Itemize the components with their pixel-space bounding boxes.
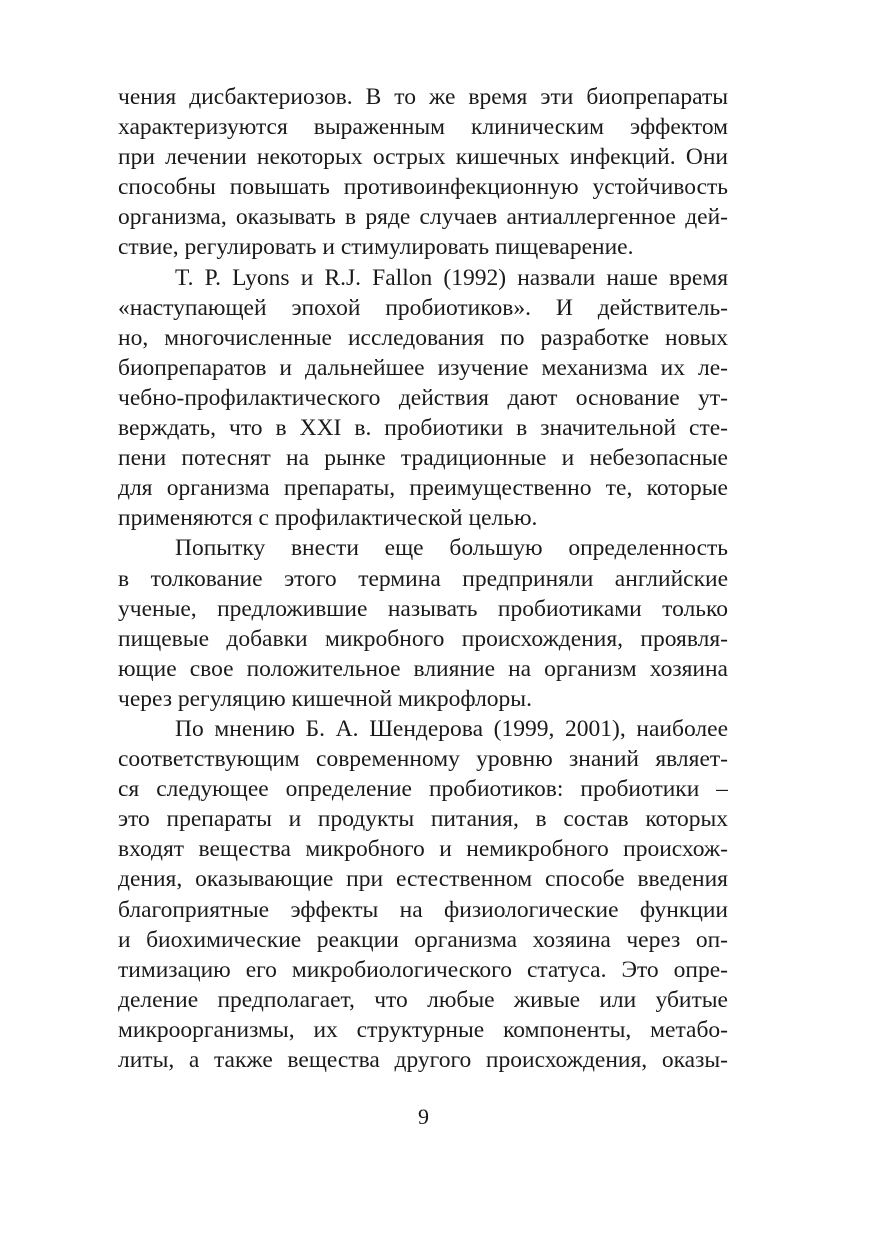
body-text bbox=[118, 82, 728, 1075]
text-line: в толкование этого термина предприняли английские bbox=[118, 565, 728, 592]
text-line: «наступающей эпохой пробиотиков». И действитель- bbox=[118, 294, 728, 321]
text-line: ющие свое положительное влияние на организм хозяина bbox=[118, 655, 728, 682]
text-line: тимизацию его микробиологического статуса. Это опре- bbox=[118, 956, 728, 983]
text-line: ся следующее определение пробиотиков: пробиотики – bbox=[118, 776, 728, 803]
text-line: характеризуются выраженным клиническим эффектом bbox=[118, 114, 728, 141]
text-line: биопрепаратов и дальнейшее изучение механизма их ле- bbox=[118, 354, 728, 381]
text-line: соответствующим современному уровню знаний являет- bbox=[118, 746, 728, 773]
text-line: верждать, что в XXI в. пробиотики в значительной сте- bbox=[118, 415, 728, 442]
text-line: чебно-профилактического действия дают основание ут- bbox=[118, 384, 728, 411]
text-line: благоприятные эффекты на физиологические функции bbox=[118, 896, 728, 923]
text-line: организма, оказывать в ряде случаев антиаллергенное дей- bbox=[118, 204, 728, 231]
text-line: чения дисбактериозов. В то же время эти биопрепараты bbox=[118, 84, 728, 110]
text-line: это препараты и продукты питания, в состав которых bbox=[118, 806, 728, 833]
text-line: для организма препараты, преимущественно те, которые bbox=[118, 475, 728, 502]
text-line: деление предполагает, что любые живые или убитые bbox=[118, 986, 728, 1013]
text-line: Попытку внести еще большую определенность bbox=[175, 535, 728, 562]
text-line: при лечении некоторых острых кишечных инфекций. Они bbox=[118, 144, 728, 171]
text-line: ученые, предложившие называть пробиотиками только bbox=[118, 595, 728, 622]
text-line: пищевые добавки микробного происхождения, проявля- bbox=[118, 625, 728, 652]
text-line: через регуляцию кишечной микрофлоры. bbox=[118, 685, 532, 712]
text-line: литы, а также вещества другого происхождения, оказы- bbox=[118, 1047, 728, 1073]
text-line: входят вещества микробного и немикробного происхож- bbox=[118, 836, 728, 863]
text-line: пени потеснят на рынке традиционные и небезопасные bbox=[118, 445, 728, 472]
text-line: применяются с профилактической целью. bbox=[118, 505, 538, 532]
text-line: способны повышать противоинфекционную устойчивость bbox=[118, 174, 728, 201]
text-line: микроорганизмы, их структурные компоненты, метабо- bbox=[118, 1016, 728, 1043]
text-line: но, многочисленные исследования по разработке новых bbox=[118, 324, 728, 351]
page-number: 9 bbox=[418, 1104, 429, 1129]
text-line: T. P. Lyons и R.J. Fallon (1992) назвали наше время bbox=[175, 264, 728, 291]
text-line: ствие, регулировать и стимулировать пищеварение. bbox=[118, 234, 634, 261]
text-line: дения, оказывающие при естественном способе введения bbox=[118, 866, 728, 893]
text-line: и биохимические реакции организма хозяина через оп- bbox=[118, 926, 728, 953]
text-line: По мнению Б. А. Шендерова (1999, 2001), наиболее bbox=[175, 715, 728, 742]
